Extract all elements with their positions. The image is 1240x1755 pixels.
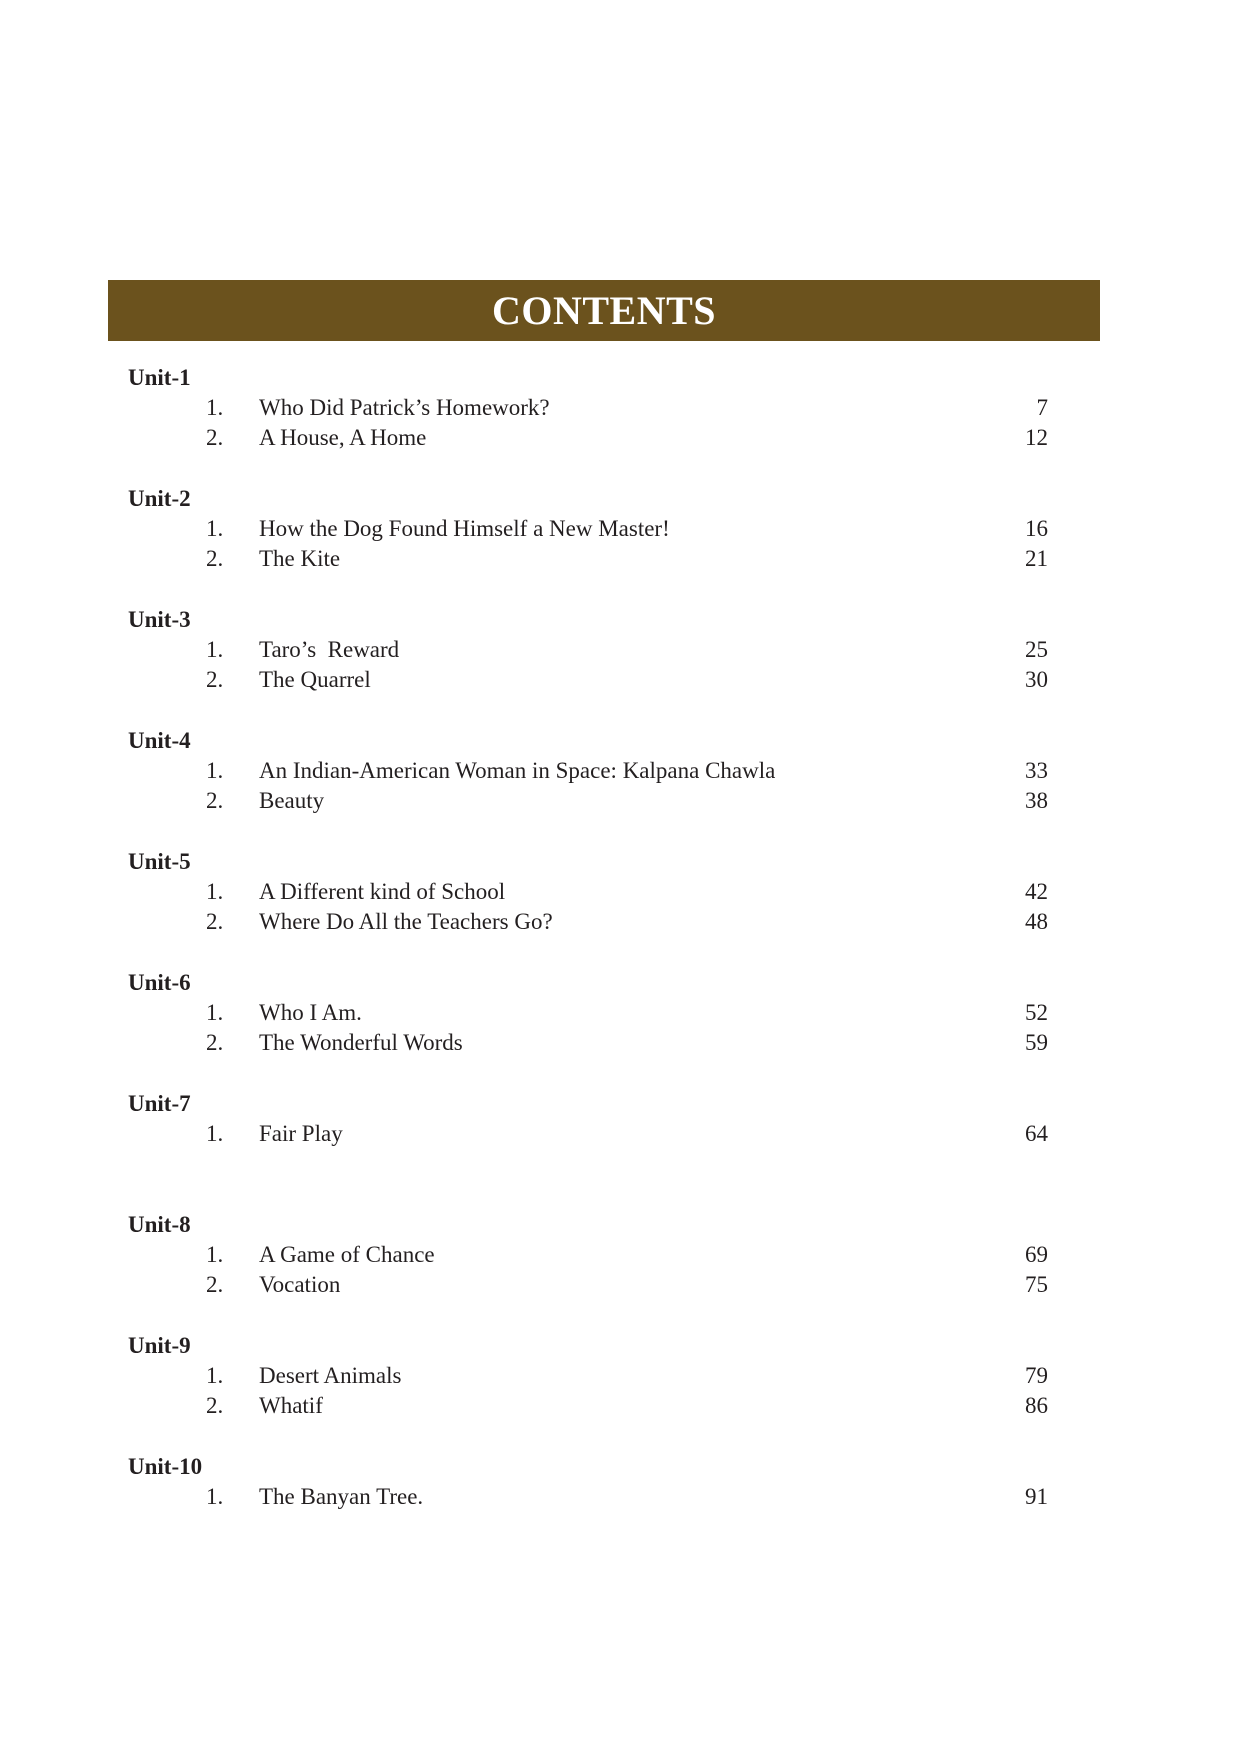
entry-title: Where Do All the Teachers Go? [259,909,553,934]
entry-title: A Game of Chance [259,1242,435,1267]
entry-title: Who Did Patrick’s Homework? [259,395,550,420]
unit-heading: Unit-1 [128,365,191,390]
entry-number: 2. [206,546,224,571]
table-of-contents [0,363,1240,1573]
contents-entry[interactable] [0,877,1240,907]
entry-number: 2. [206,909,224,934]
contents-title-band [108,280,1100,341]
entry-page-number: 25 [1025,637,1048,662]
entry-number: 1. [206,758,224,783]
unit-heading: Unit-7 [128,1091,191,1116]
entry-title: How the Dog Found Himself a New Master! [259,516,670,541]
entry-title: Vocation [259,1272,341,1297]
unit-heading: Unit-10 [128,1454,203,1479]
entry-page-number: 91 [1025,1484,1048,1509]
entry-number: 1. [206,395,224,420]
entry-number: 1. [206,516,224,541]
unit-heading: Unit-3 [128,607,191,632]
unit-section [0,847,1240,968]
entry-title: Beauty [259,788,325,813]
entry-page-number: 7 [1036,395,1048,420]
entry-number: 2. [206,425,224,450]
entry-number: 1. [206,879,224,904]
unit-section [0,363,1240,484]
entry-title: Fair Play [259,1121,343,1146]
entry-page-number: 21 [1025,546,1048,571]
contents-entry[interactable] [0,544,1240,574]
entry-page-number: 12 [1025,425,1048,450]
entry-page-number: 59 [1025,1030,1048,1055]
entry-title: The Quarrel [259,667,371,692]
entry-title: Who I Am. [259,1000,362,1025]
entry-number: 1. [206,1121,224,1146]
unit-section [0,968,1240,1089]
contents-entry[interactable] [0,1028,1240,1058]
unit-heading: Unit-8 [128,1212,191,1237]
page-title: CONTENTS [491,288,717,333]
unit-section [0,1089,1240,1210]
entry-title: Taro’s Reward [259,637,400,662]
entry-title: The Banyan Tree. [259,1484,424,1509]
entry-number: 2. [206,1030,224,1055]
contents-entry[interactable] [0,1361,1240,1391]
contents-entry[interactable] [0,786,1240,816]
unit-section [0,1331,1240,1452]
entry-page-number: 16 [1025,516,1048,541]
entry-title: Desert Animals [259,1363,402,1388]
unit-section [0,605,1240,726]
entry-page-number: 30 [1025,667,1048,692]
contents-entry[interactable] [0,998,1240,1028]
entry-title: An Indian-American Woman in Space: Kalpana Chawla [259,758,776,783]
unit-heading: Unit-6 [128,970,191,995]
unit-heading: Unit-5 [128,849,191,874]
entry-title: Whatif [259,1393,323,1418]
entry-number: 2. [206,788,224,813]
entry-title: The Kite [259,546,341,571]
unit-section [0,1452,1240,1573]
entry-page-number: 42 [1025,879,1048,904]
contents-entry[interactable] [0,635,1240,665]
entry-number: 2. [206,1272,224,1297]
entry-title: A Different kind of School [259,879,506,904]
entry-page-number: 79 [1025,1363,1048,1388]
unit-section [0,726,1240,847]
entry-number: 1. [206,1000,224,1025]
contents-entry[interactable] [0,1240,1240,1270]
entry-number: 1. [206,1363,224,1388]
entry-number: 2. [206,667,224,692]
entry-page-number: 52 [1025,1000,1048,1025]
unit-heading: Unit-9 [128,1333,191,1358]
entry-title: A House, A Home [259,425,427,450]
contents-entry[interactable] [0,423,1240,453]
entry-title: The Wonderful Words [259,1030,463,1055]
entry-page-number: 75 [1025,1272,1048,1297]
unit-section [0,484,1240,605]
unit-heading: Unit-2 [128,486,191,511]
entry-number: 1. [206,1242,224,1267]
entry-number: 1. [206,1484,224,1509]
contents-entry[interactable] [0,1391,1240,1421]
contents-entry[interactable] [0,393,1240,423]
entry-page-number: 69 [1025,1242,1048,1267]
unit-section [0,1210,1240,1331]
entry-number: 2. [206,1393,224,1418]
entry-page-number: 64 [1025,1121,1048,1146]
unit-heading: Unit-4 [128,728,191,753]
contents-entry[interactable] [0,1119,1240,1149]
entry-page-number: 86 [1025,1393,1048,1418]
contents-entry[interactable] [0,907,1240,937]
contents-entry[interactable] [0,756,1240,786]
contents-entry[interactable] [0,1270,1240,1300]
entry-page-number: 33 [1025,758,1048,783]
contents-entry[interactable] [0,514,1240,544]
contents-entry[interactable] [0,665,1240,695]
entry-number: 1. [206,637,224,662]
entry-page-number: 38 [1025,788,1048,813]
contents-entry[interactable] [0,1482,1240,1512]
entry-page-number: 48 [1025,909,1048,934]
